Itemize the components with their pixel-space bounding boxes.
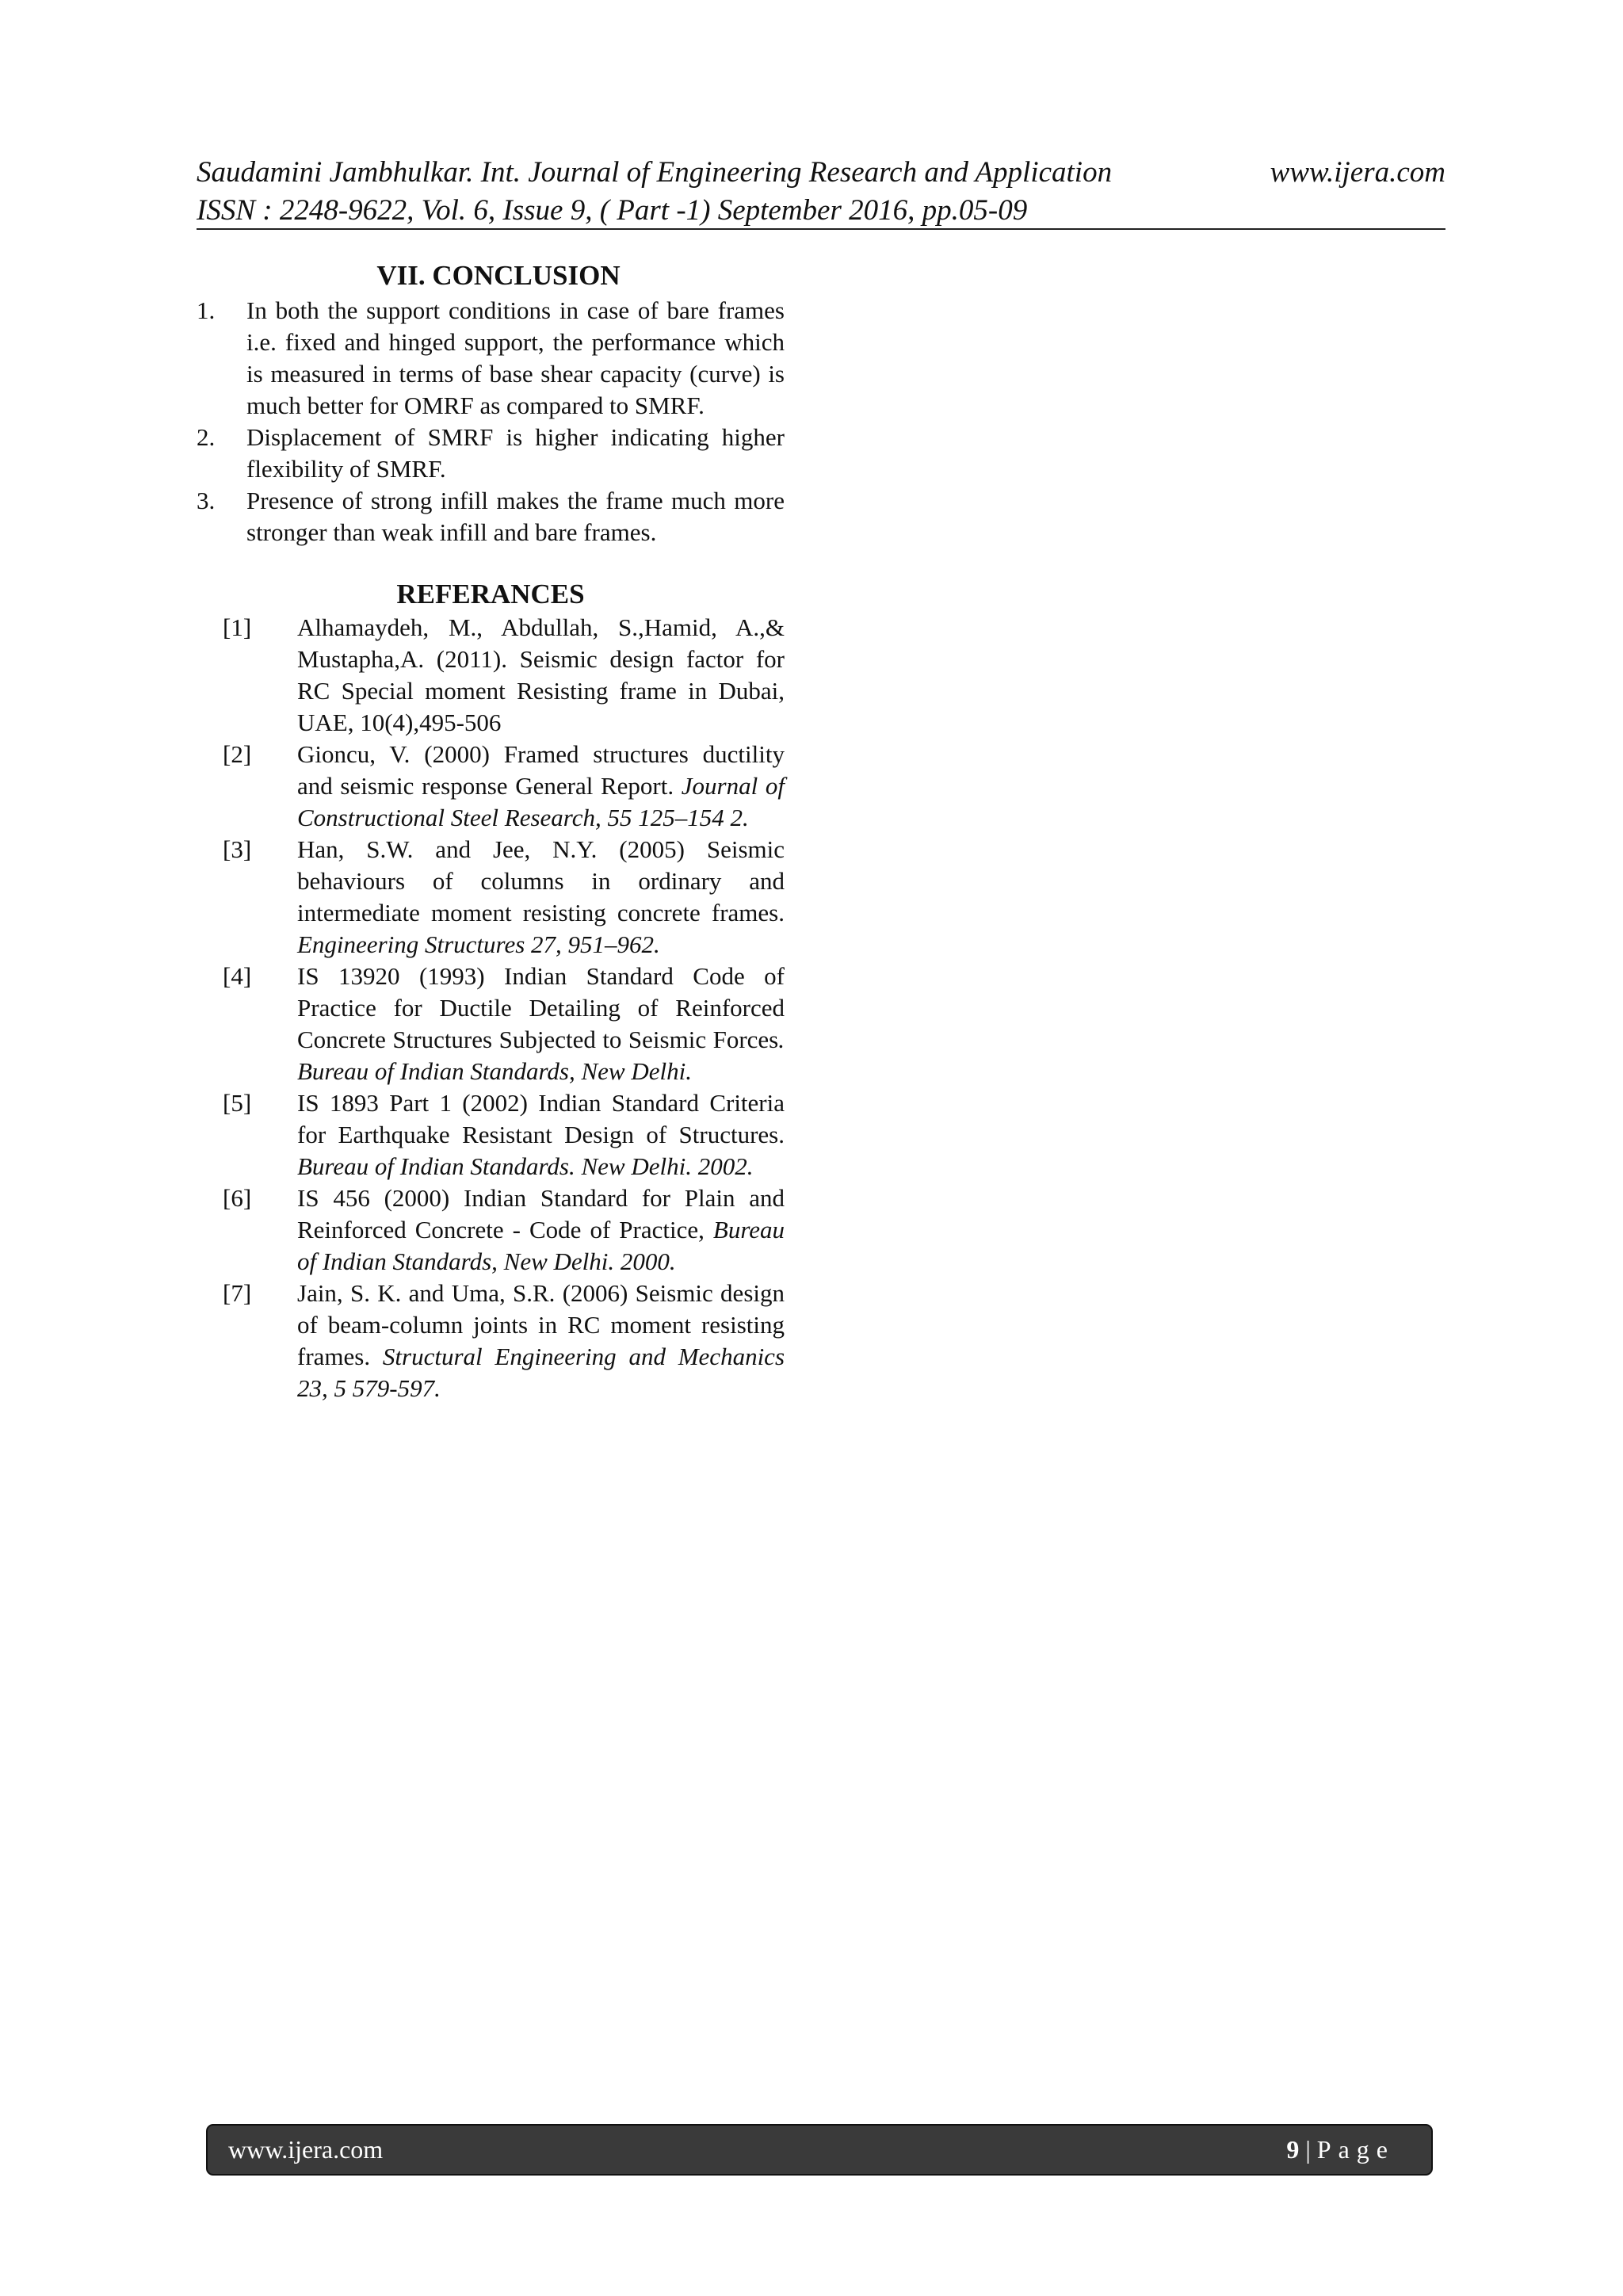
conclusion-item-number: 3. <box>197 487 216 514</box>
left-column <box>197 258 785 1404</box>
conclusion-item <box>197 295 785 422</box>
reference-text: Han, S.W. and Jee, N.Y. (2005) Seismic behaviours of columns in ordinary and intermediate moment resisting concrete frames. <box>297 835 785 926</box>
reference-source: Structural Engineering and Mechanics 23, 5 579-597. <box>297 1343 785 1402</box>
page-separator: | <box>1299 2135 1317 2164</box>
reference-text: Jain, S. K. and Uma, S.R. (2006) Seismic design of beam-column joints in RC moment resisting frames. <box>297 1279 785 1370</box>
conclusion-item-text: In both the support conditions in case of bare frames i.e. fixed and hinged support, the performance which is measured in terms of base shear capacity (curve) is much better for OMRF as compared to SMRF. <box>246 296 785 419</box>
reference-text: Alhamaydeh, M., Abdullah, S.,Hamid, A.,& Mustapha,A. (2011). Seismic design factor for RC Special moment Resisting frame in Dubai, UAE, 10(4),495-506 <box>297 613 785 736</box>
reference-number: [2] <box>223 740 252 768</box>
reference-item <box>197 961 785 1087</box>
reference-text: IS 1893 Part 1 (2002) Indian Standard Criteria for Earthquake Resistant Design of Structures. <box>297 1089 785 1148</box>
reference-number: [3] <box>223 835 252 863</box>
reference-item <box>197 739 785 834</box>
reference-item <box>197 1087 785 1182</box>
reference-number: [7] <box>223 1279 252 1307</box>
page-footer <box>206 2124 1433 2176</box>
reference-source: Engineering Structures 27, 951–962. <box>297 930 660 958</box>
reference-source: Journal of Constructional Steel Research, 55 125–154 2. <box>297 772 785 831</box>
conclusion-item <box>197 485 785 548</box>
conclusion-item-number: 2. <box>197 423 216 451</box>
reference-number: [6] <box>223 1184 252 1212</box>
conclusion-item-text: Displacement of SMRF is higher indicating higher flexibility of SMRF. <box>246 423 785 483</box>
page-word: Page <box>1316 2135 1395 2164</box>
header-citation: Saudamini Jambhulkar. Int. Journal of Engineering Research and Application <box>197 156 1113 189</box>
reference-text: Gioncu, V. (2000) Framed structures ductility and seismic response General Report. <box>297 740 785 800</box>
reference-source: Bureau of Indian Standards. New Delhi. 2002. <box>297 1152 754 1180</box>
header-issn: ISSN : 2248-9622, Vol. 6, Issue 9, ( Part -1) September 2016, pp.05-09 <box>197 194 1028 227</box>
reference-source: Bureau of Indian Standards, New Delhi. 2000. <box>297 1216 785 1275</box>
header-line-1 <box>197 154 1445 192</box>
page-indicator <box>1286 2135 1395 2164</box>
reference-source: . Bureau of Indian Standards, New Delhi. <box>297 1026 785 1085</box>
reference-item <box>197 834 785 961</box>
conclusion-item <box>197 422 785 485</box>
header-website: www.ijera.com <box>1270 156 1445 189</box>
page-number: 9 <box>1286 2135 1300 2164</box>
reference-item <box>197 1278 785 1404</box>
running-header <box>197 154 1445 230</box>
reference-number: [5] <box>223 1089 252 1117</box>
reference-text: IS 456 (2000) Indian Standard for Plain and Reinforced Concrete - Code of Practice, <box>297 1184 785 1244</box>
reference-item <box>197 612 785 739</box>
footer-website: www.ijera.com <box>228 2135 384 2164</box>
references-list <box>197 612 785 1404</box>
references-heading: REFERANCES <box>396 579 585 609</box>
conclusion-item-text: Presence of strong infill makes the frame much more stronger than weak infill and bare frames. <box>246 487 785 546</box>
reference-number: [4] <box>223 962 252 990</box>
conclusion-item-number: 1. <box>197 296 216 324</box>
conclusion-heading: VII. CONCLUSION <box>376 260 621 291</box>
header-rule <box>197 228 1445 230</box>
reference-number: [1] <box>223 613 252 641</box>
reference-item <box>197 1182 785 1278</box>
conclusion-list <box>197 295 785 548</box>
reference-text: IS 13920 (1993) Indian Standard Code of Practice for Ductile Detailing of Reinforced Concrete Structures Subjected to Seismic Forces <box>297 962 785 1053</box>
